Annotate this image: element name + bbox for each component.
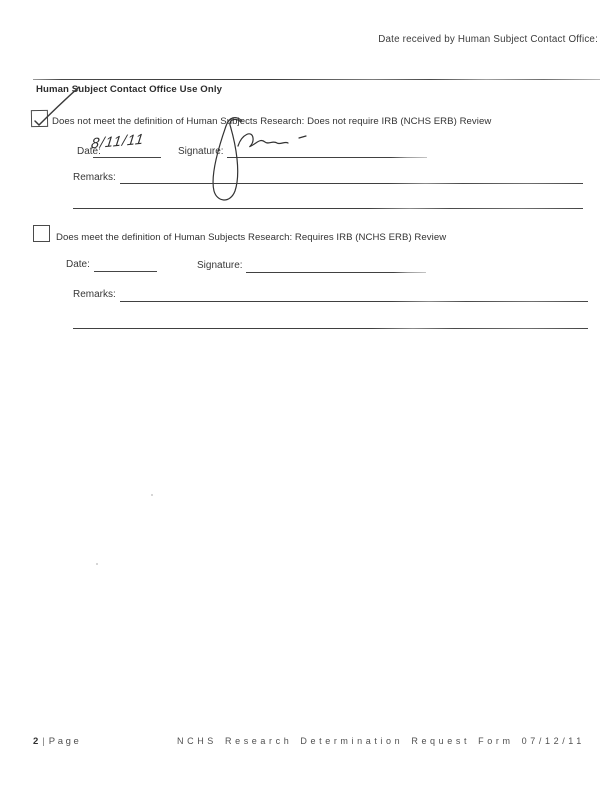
- scan-speck: [96, 563, 98, 565]
- footer-page-indicator: [33, 736, 81, 747]
- page-number: 2: [33, 736, 39, 747]
- signature-scribble: [200, 112, 315, 207]
- date-label-1: Date:: [77, 146, 101, 157]
- date-received-label: Date received by Human Subject Contact Office:: [378, 34, 598, 45]
- remarks-line-2b: [73, 328, 588, 329]
- section-title: Human Subject Contact Office Use Only: [36, 84, 223, 95]
- remarks-line-1b: [73, 208, 583, 209]
- signature-dash-stroke: [299, 136, 306, 138]
- footer-form-title: NCHS Research Determination Request Form 07/12/11: [177, 736, 585, 746]
- page-word: Page: [48, 736, 82, 747]
- option-does-meet-label: Does meet the definition of Human Subjects Research: Requires IRB (NCHS ERB) Review: [56, 232, 447, 243]
- scan-speck: [151, 494, 153, 496]
- date-line-2: [94, 271, 157, 272]
- signature-label-2: Signature:: [197, 260, 243, 271]
- page-separator: |: [42, 736, 45, 747]
- checkbox-does-meet: [33, 225, 50, 242]
- option-does-not-meet-label: Does not meet the definition of Human Subjects Research: Does not require IRB (NCHS ERB) Review: [52, 116, 492, 127]
- remarks-line-1: [120, 183, 583, 184]
- remarks-line-2: [120, 301, 588, 302]
- signature-line-2: [246, 272, 426, 273]
- signature-name-stroke: [238, 134, 288, 147]
- remarks-label-2: Remarks:: [73, 289, 116, 300]
- remarks-label-1: Remarks:: [73, 172, 116, 183]
- signature-loop-stroke: [213, 118, 242, 200]
- date-received-line: [33, 79, 600, 80]
- signature-label-1: Signature:: [178, 146, 224, 157]
- date-line-1: [93, 157, 161, 158]
- handwritten-date-value: 8/11/11: [90, 131, 146, 153]
- date-label-2: Date:: [66, 259, 90, 270]
